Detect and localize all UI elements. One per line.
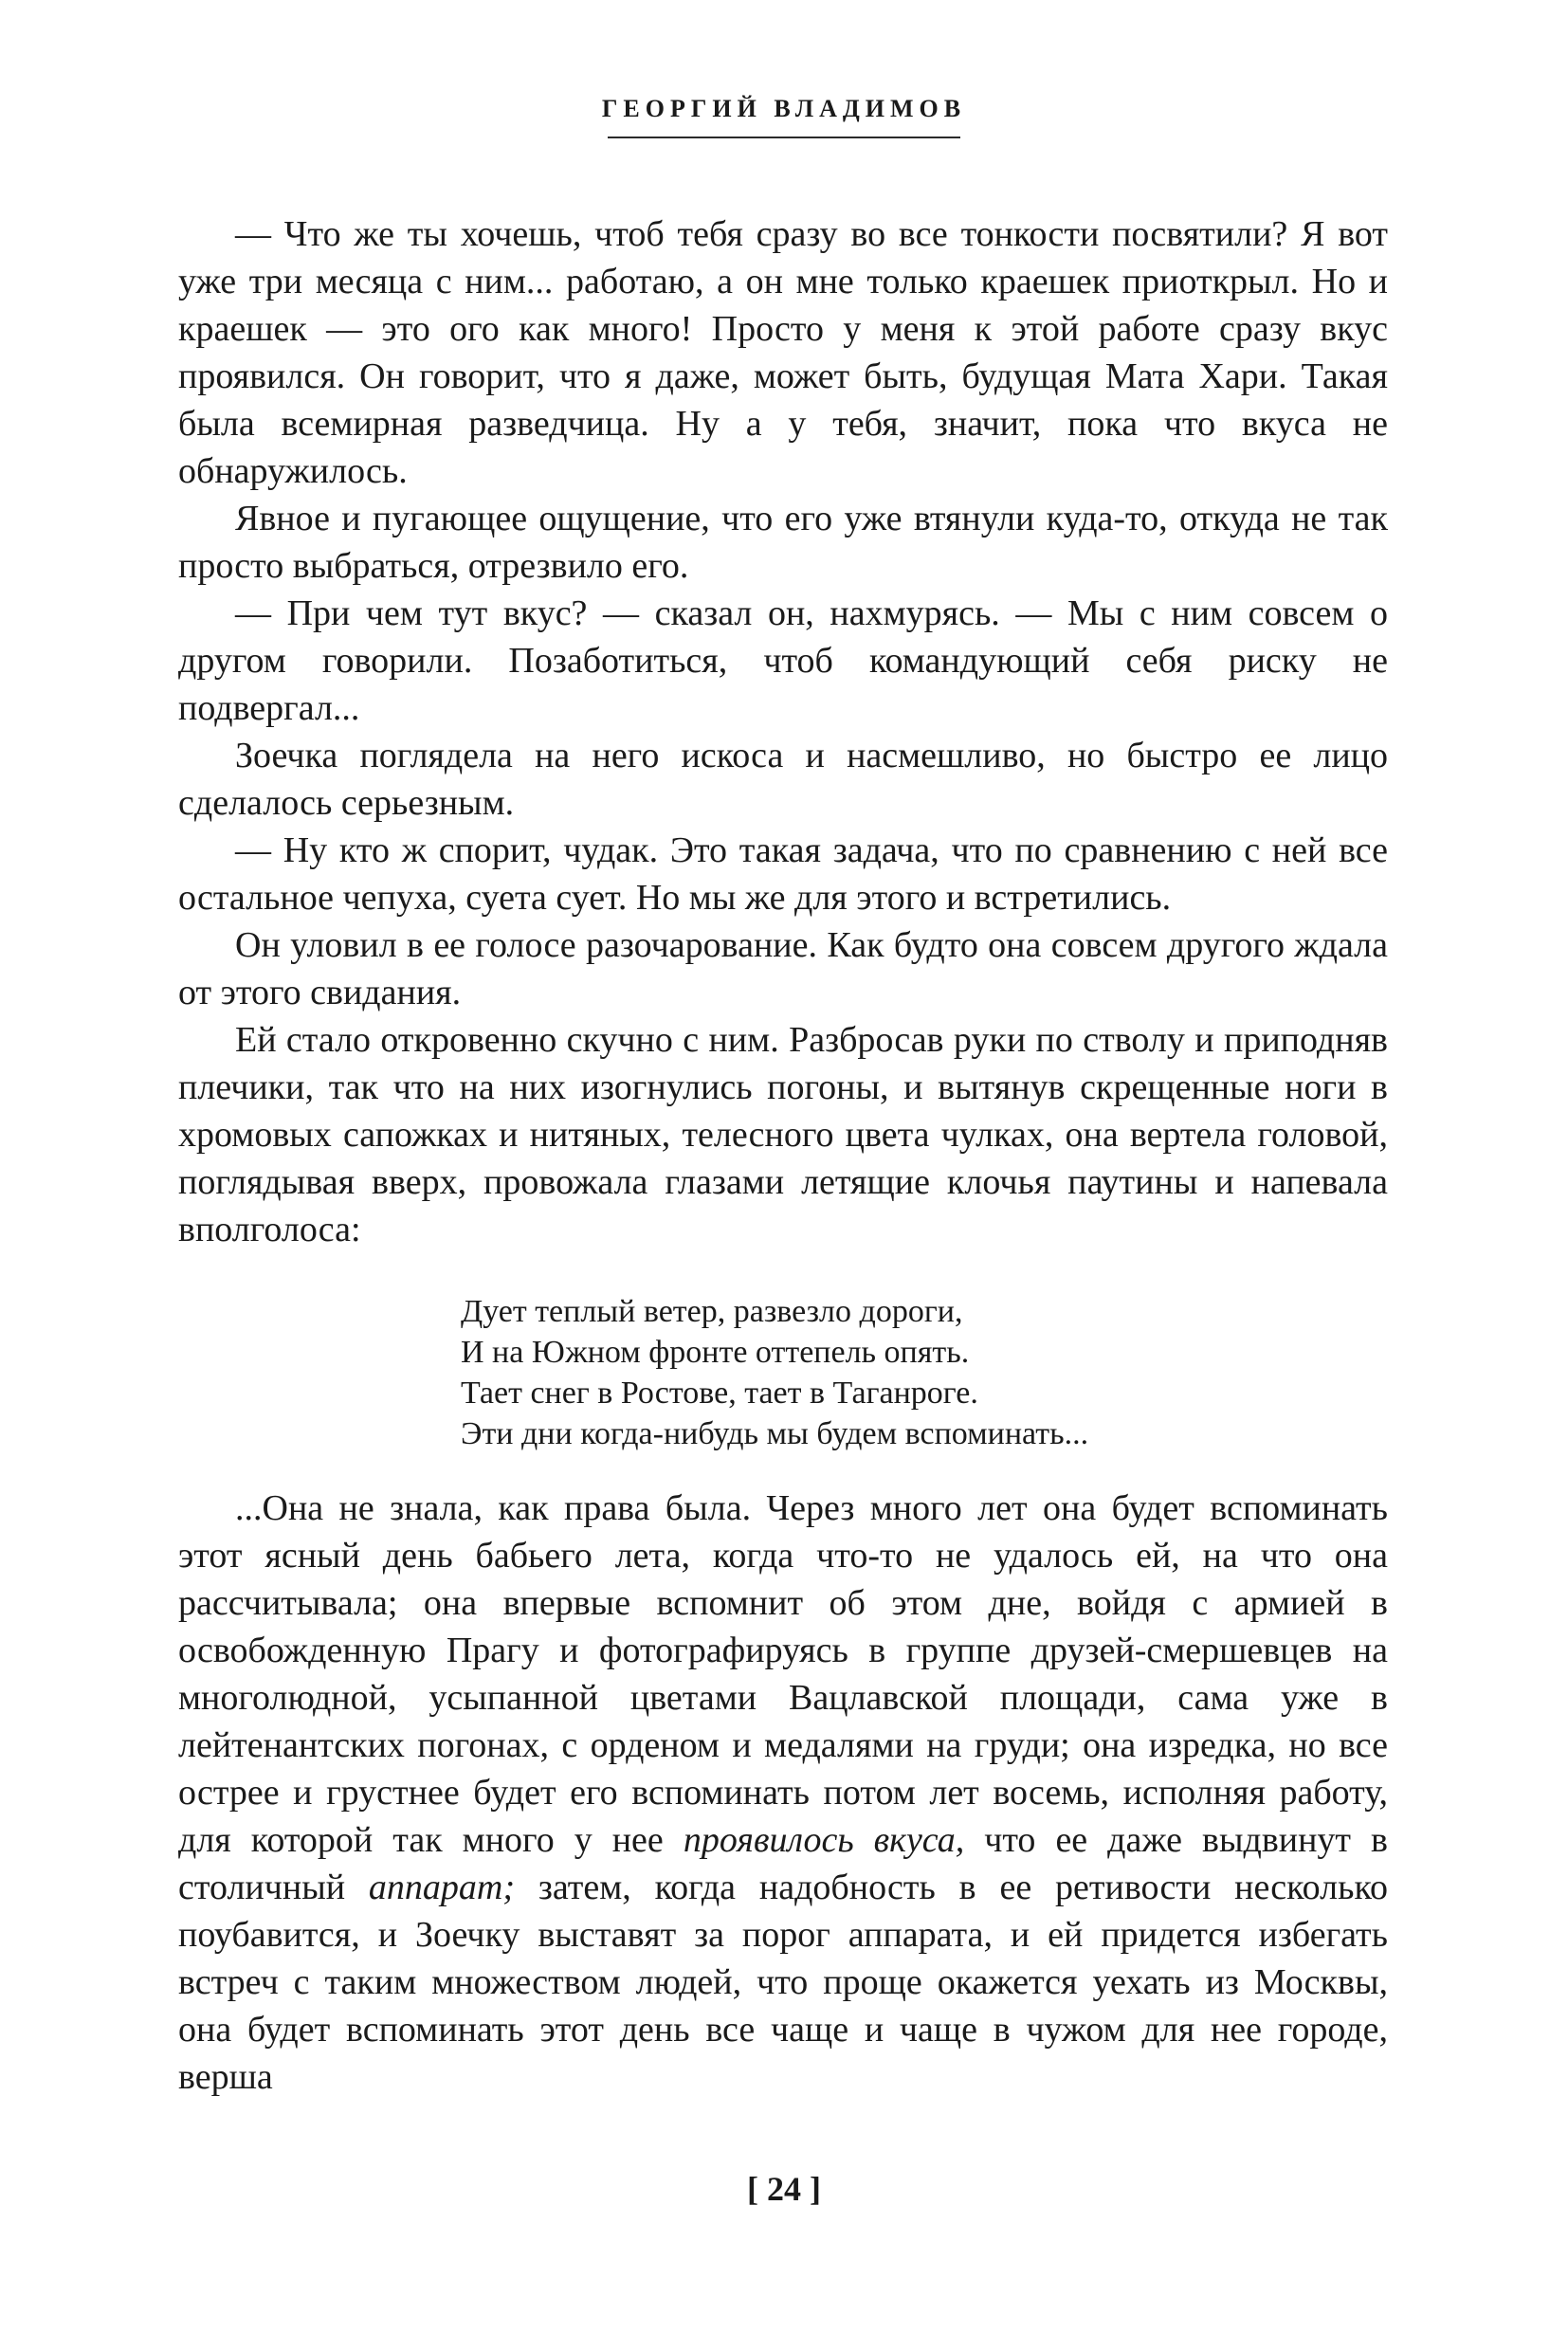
page-number: [ 24 ] (747, 2170, 821, 2208)
paragraph: — При чем тут вкус? — сказал он, нахмурясь. — Мы с ним совсем о другом говорили. Позаботиться, чтоб командующий себя риску не подвергал... (178, 593, 1388, 728)
paragraph: Он уловил в ее голосе разочарование. Как будто она совсем другого ждала от этого свидания. (178, 925, 1388, 1012)
body-text (178, 210, 1388, 2101)
running-head: ГЕОРГИЙ ВЛАДИМОВ (601, 95, 967, 122)
verse-line: Дует теплый ветер, развезло дороги, (461, 1294, 963, 1329)
page-header (0, 95, 1568, 138)
italic-text: проявилось вкуса, (683, 1820, 965, 1860)
verse-line: Эти дни когда-нибудь мы будем вспоминать... (461, 1416, 1089, 1451)
header-rule (608, 137, 960, 138)
text-run: ...Она не знала, как права была. Через много лет она будет вспоминать этот ясный день бабьего лета, когда что-то не удалось ей, на что она рассчитывала; она впервые вспомнит об этом дне, войдя с армией в освобожденную Прагу и фотографируясь в группе друзей-смершевцев на многолюдной, усыпанной цветами Вацлавской площади, сама уже в лейтенантских погонах, с орденом и медалями на груди; она изредка, но все острее и грустнее будет его вспоминать потом лет восемь, исполняя работу, для которой так много у нее (178, 1488, 1388, 1860)
text-run: затем, когда надобность в ее ретивости несколько поубавится, и Зоечку выставят за порог аппарата, и ей придется избегать встреч с таким множеством людей, что проще окажется уехать из Москвы, она будет вспоминать этот день все чаще и чаще в чужом для нее городе, верша (178, 1868, 1388, 2097)
song-verse (461, 1291, 1388, 1454)
paragraph: Явное и пугающее ощущение, что его уже втянули куда-то, откуда не так просто выбраться, отрезвило его. (178, 499, 1388, 586)
text-run: что ее даже выдвинут в столичный (178, 1820, 1388, 1907)
paragraph: Зоечка поглядела на него искоса и насмешливо, но быстро ее лицо сделалось серьезным. (178, 736, 1388, 823)
paragraph: Ей стало откровенно скучно с ним. Разбросав руки по стволу и приподняв плечики, так что на них изогнулись погоны, и вытянув скрещенные ноги в хромовых сапожках и нитяных, телесного цвета чулках, она вертела головой, поглядывая вверх, провожала глазами летящие клочья паутины и напевала вполголоса: (178, 1020, 1388, 1249)
verse-line: Тает снег в Ростове, тает в Таганроге. (461, 1376, 978, 1411)
paragraph (178, 1485, 1388, 2101)
paragraph: — Ну кто ж спорит, чудак. Это такая задача, что по сравнению с ней все остальное чепуха, суета сует. Но мы же для этого и встретились. (178, 830, 1388, 918)
paragraph: — Что же ты хочешь, чтоб тебя сразу во все тонкости посвятили? Я вот уже три месяца с ним... работаю, а он мне только краешек приоткрыл. Но и краешек — это ого как много! Просто у меня к этой работе сразу вкус проявился. Он говорит, что я даже, может быть, будущая Мата Хари. Такая была всемирная разведчица. Ну а у тебя, значит, пока что вкуса не обнаружилось. (178, 214, 1388, 491)
italic-text: аппарат; (368, 1868, 516, 1907)
verse-line: И на Южном фронте оттепель опять. (461, 1335, 970, 1370)
